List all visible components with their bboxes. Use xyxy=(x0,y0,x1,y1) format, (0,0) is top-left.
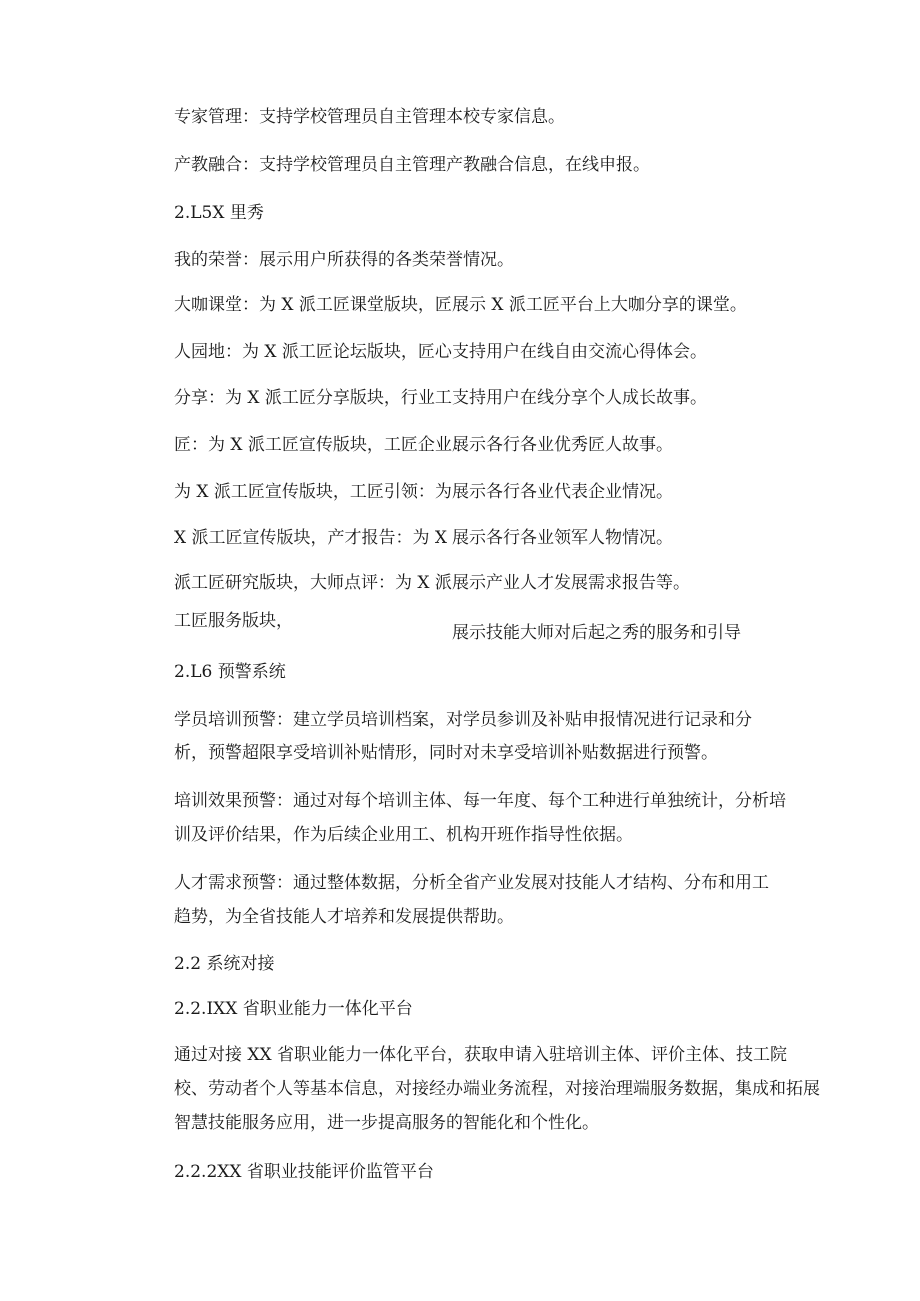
paragraph-trainee-warning-line-2: 析，预警超限享受培训补贴情形，同时对未享受培训补贴数据进行预警。 xyxy=(174,743,718,763)
row-left-text: 人园地：为 X 派工匠论坛版块，匠心 xyxy=(174,342,452,362)
paragraph-docking-line-2: 校、劳动者个人等基本信息，对接经办端业务流程，对接治理端服务数据，集成和拓展 xyxy=(174,1079,820,1099)
row-right-text: 展示技能大师对后起之秀的服务和引导 xyxy=(452,623,741,643)
paragraph-docking-line-1: 通过对接 XX 省职业能力一体化平台，获取申请入驻培训主体、评价主体、技工院 xyxy=(174,1045,788,1065)
row-right-text: 支持用户在线分享个人成长故事。 xyxy=(452,388,707,408)
paragraph-trainee-warning-line-1: 学员培训预警：建立学员培训档案，对学员参训及补贴申报情况进行记录和分 xyxy=(174,710,752,730)
row-right-text: 展示各行各业优秀匠人故事。 xyxy=(452,435,673,455)
row-left-text: 派工匠研究版块，大师点评：为 X 派 xyxy=(174,573,452,593)
paragraph-my-honor: 我的荣誉：展示用户所获得的各类荣誉情况。 xyxy=(174,250,514,270)
row-right-text: 展示产业人才发展需求报告等。 xyxy=(452,573,690,593)
heading-2-2-2: 2.2.2XX 省职业技能评价监管平台 xyxy=(174,1162,434,1182)
row-right-text: 展示各行各业代表企业情况。 xyxy=(452,482,673,502)
row-right-text: 支持用户在线自由交流心得体会。 xyxy=(452,342,707,362)
row-right-text: 展示各行各业领军人物情况。 xyxy=(452,528,673,548)
paragraph-training-effect-line-2: 训及评价结果，作为后续企业用工、机构开班作指导性依据。 xyxy=(174,825,633,845)
paragraph-docking-line-3: 智慧技能服务应用，进一步提高服务的智能化和个性化。 xyxy=(174,1113,599,1133)
paragraph-training-effect-line-1: 培训效果预警：通过对每个培训主体、每一年度、每个工种进行单独统计，分析培 xyxy=(174,791,786,811)
row-left-text: 分享：为 X 派工匠分享版块，行业工 xyxy=(174,388,452,408)
table-row xyxy=(0,527,920,549)
row-left-text: 工匠服务版块， xyxy=(174,611,293,631)
table-row xyxy=(0,610,920,643)
paragraph-expert-management: 专家管理：支持学校管理员自主管理本校专家信息。 xyxy=(174,107,565,127)
table-row xyxy=(0,572,920,594)
heading-2-1-5: 2.L5X 里秀 xyxy=(174,203,264,223)
heading-2-1-6: 2.L6 预警系统 xyxy=(174,662,286,682)
table-row xyxy=(0,294,920,316)
table-row xyxy=(0,387,920,409)
paragraph-talent-demand-line-2: 趋势，为全省技能人才培养和发展提供帮助。 xyxy=(174,907,514,927)
table-row xyxy=(0,434,920,456)
heading-2-2: 2.2 系统对接 xyxy=(174,954,275,974)
row-left-text: 为 X 派工匠宣传版块，工匠引领：为 xyxy=(174,482,452,502)
paragraph-industry-education: 产教融合：支持学校管理员自主管理产教融合信息，在线申报。 xyxy=(174,155,650,175)
row-left-text: 匠：为 X 派工匠宣传版块，工匠企业： xyxy=(174,435,469,455)
row-left-text: X 派工匠宣传版块，产才报告：为 X xyxy=(174,528,448,548)
table-row xyxy=(0,481,920,503)
row-left-text: 大咖课堂：为 X 派工匠课堂版块，匠 xyxy=(174,295,452,315)
heading-2-2-1: 2.2.IXX 省职业能力一体化平台 xyxy=(174,999,413,1019)
table-row xyxy=(0,341,920,363)
row-right-text: 展示 X 派工匠平台上大咖分享的课堂。 xyxy=(452,295,747,315)
paragraph-talent-demand-line-1: 人才需求预警：通过整体数据，分析全省产业发展对技能人才结构、分布和用工 xyxy=(174,873,769,893)
